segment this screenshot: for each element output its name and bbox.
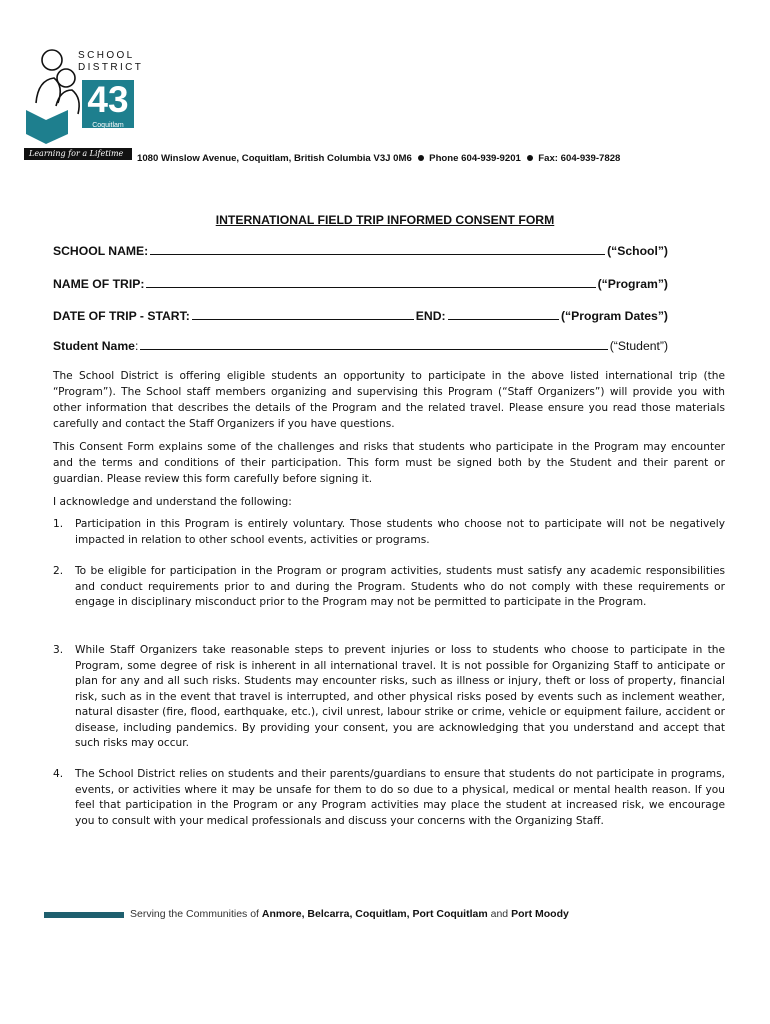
footer-communities <box>130 908 569 920</box>
school-name-label: SCHOOL NAME: <box>53 244 149 258</box>
student-name-suffix: (“Student”) <box>609 339 668 353</box>
school-name-field <box>53 243 668 258</box>
address-line <box>137 153 620 164</box>
logo-city: Coquitlam <box>92 122 124 129</box>
footer-rule <box>44 912 124 918</box>
consent-paragraph: This Consent Form explains some of the challenges and risks that students who participate in the Program may encounter and the terms and conditions of their participation. This form must be signed both by the Student and their parent or guardian. Please review this form carefully before signing it. <box>53 441 725 485</box>
list-item-text: While Staff Organizers take reasonable steps to prevent injuries or loss to students who choose to participate in the Program, some degree of risk is inherent in all international travel. It is not possible for Organizing Staff to anticipate or plan for any and all such risks. Students may encounter risks, such as illness or injury, theft or loss of property, financial risk, such as in the event that travel is interrupted, and other physical risks posed by events such as inclement weather, natural disaster (fire, flood, earthquake, etc.), civil unrest, labour strike or crime, vehicle or equipment failure, accident or disease, including pandemics. By providing your consent, you are acknowledging that you understand and accept that such risks may occur. <box>75 644 725 749</box>
list-item <box>53 517 725 548</box>
list-item-number: 2. <box>53 565 64 577</box>
footer-prefix: Serving the Communities of <box>130 908 259 920</box>
bullet-icon <box>527 155 533 161</box>
list-item-number: 3. <box>53 644 64 656</box>
school-name-suffix: (“School”) <box>607 244 668 258</box>
school-district-logo <box>24 48 144 162</box>
list-item-number: 1. <box>53 518 64 530</box>
footer-and: and <box>490 908 509 920</box>
trip-name-suffix: (“Program”) <box>597 277 668 291</box>
student-name-label: Student Name <box>53 339 135 353</box>
bullet-icon <box>418 155 424 161</box>
footer-last-community: Port Moody <box>511 908 569 920</box>
logo-tagline: Learning for a Lifetime <box>24 148 132 160</box>
start-date-label: DATE OF TRIP - START: <box>53 309 190 323</box>
fax-text: Fax: 604-939-7828 <box>538 153 621 164</box>
list-item <box>53 767 725 829</box>
school-name-blank[interactable] <box>150 243 605 255</box>
list-item <box>53 643 725 752</box>
list-item <box>53 564 725 611</box>
logo-word-school: SCHOOL <box>78 50 135 61</box>
student-name-blank[interactable] <box>140 338 607 350</box>
trip-date-field <box>53 308 668 323</box>
intro-paragraph: The School District is offering eligible students an opportunity to participate in the above listed international trip (the “Program”). The School staff members organizing and supervising this Program (“Staff Organizers”) will provide you with other information that describes the details of the Program and the related travel. Please ensure you read those materials carefully and contact the Staff Organizers if you have questions. <box>53 370 725 430</box>
trip-name-label: NAME OF TRIP: <box>53 277 145 291</box>
end-date-label: END: <box>415 309 446 323</box>
trip-date-suffix: (“Program Dates”) <box>560 309 668 323</box>
trip-name-field <box>53 276 668 291</box>
acknowledge-line: I acknowledge and understand the following: <box>53 496 292 508</box>
address-text: 1080 Winslow Avenue, Coquitlam, British Columbia V3J 0M6 <box>137 153 412 164</box>
list-item-text: Participation in this Program is entirely voluntary. Those students who choose not to participate will not be negatively impacted in relation to other school events, activities or programs. <box>75 518 725 546</box>
trip-name-blank[interactable] <box>146 276 595 288</box>
logo-word-district: DISTRICT <box>78 62 144 73</box>
list-item-text: To be eligible for participation in the Program or program activities, students must satisfy any academic responsibilities and conduct requirements prior to and during the Program. Students who do not comply with these requirements or engage in disciplinary misconduct prior to the Program may not be permitted to participate in the Program. <box>75 565 725 608</box>
reading-figures-icon <box>24 48 84 148</box>
student-name-colon: : <box>134 339 139 353</box>
list-item-number: 4. <box>53 768 64 780</box>
list-item-text: The School District relies on students and their parents/guardians to ensure that students do not participate in programs, events, or activities where it may be unsafe for them to do so due to a physical, medical or mental health reason. If you feel that participation in the Program or any Program activities may place the student at increased risk, we encourage you to consult with your medical professionals and discuss your concerns with the Organizing Staff. <box>75 768 725 827</box>
phone-text: Phone 604-939-9201 <box>429 153 521 164</box>
end-date-blank[interactable] <box>448 308 559 320</box>
footer-communities-list: Anmore, Belcarra, Coquitlam, Port Coquitlam <box>261 908 488 920</box>
logo-district-number: 43 <box>82 80 134 128</box>
student-name-field <box>53 338 668 353</box>
form-title: INTERNATIONAL FIELD TRIP INFORMED CONSENT FORM <box>215 213 555 227</box>
start-date-blank[interactable] <box>192 308 414 320</box>
